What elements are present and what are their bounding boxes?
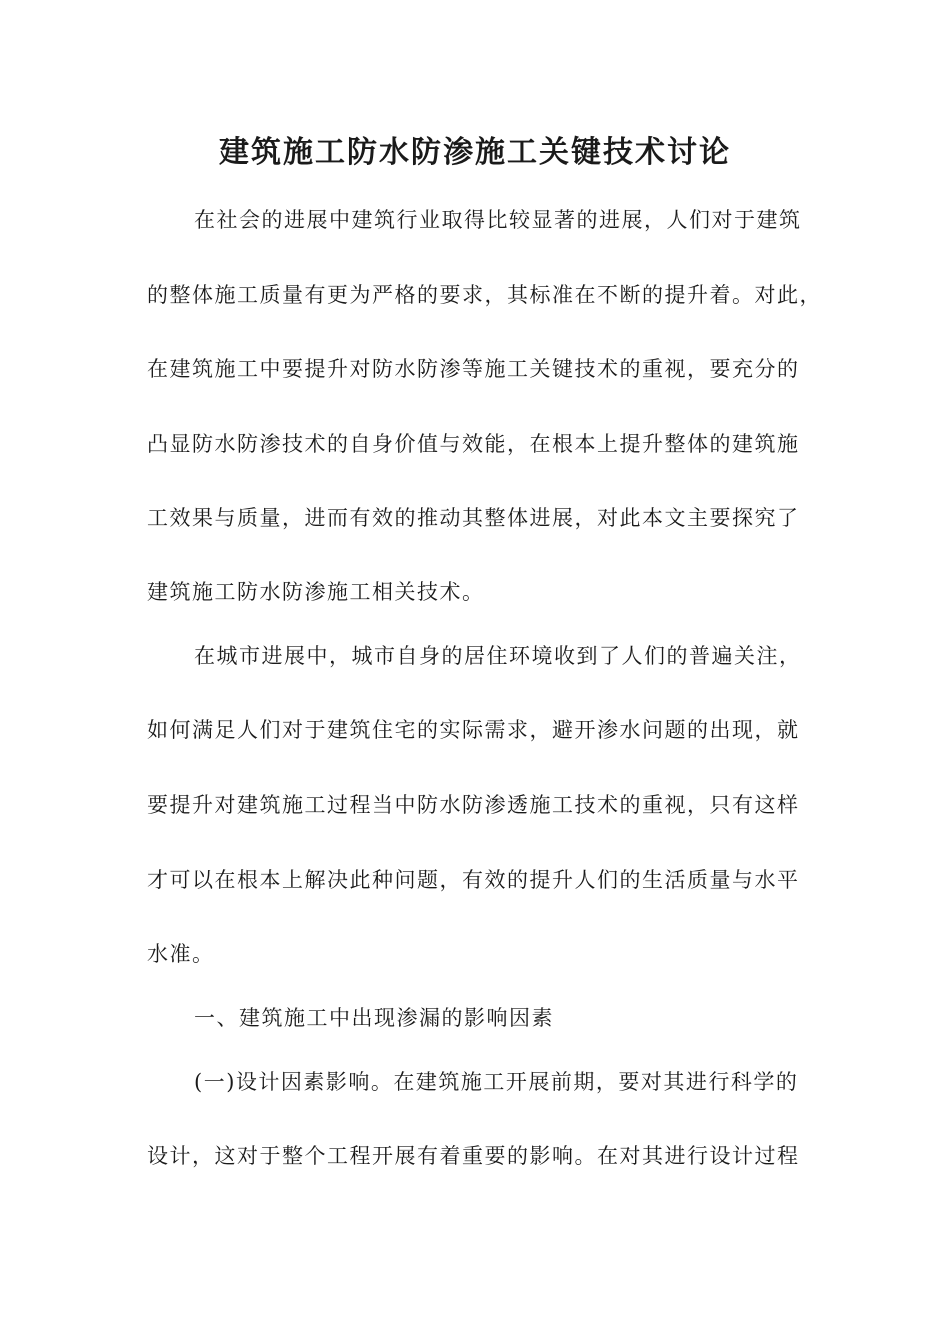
paragraph-line: 在建筑施工中要提升对防水防渗等施工关键技术的重视，要充分的 bbox=[147, 357, 800, 381]
paragraph-line: 设计，这对于整个工程开展有着重要的影响。在对其进行设计过程 bbox=[147, 1144, 800, 1168]
paragraph-line: 在社会的进展中建筑行业取得比较显著的进展，人们对于建筑 bbox=[194, 208, 802, 232]
document-title: 建筑施工防水防渗施工关键技术讨论 bbox=[219, 135, 731, 170]
paragraph-line: 要提升对建筑施工过程当中防水防渗透施工技术的重视，只有这样 bbox=[147, 793, 800, 817]
paragraph-line: (一)设计因素影响。在建筑施工开展前期，要对其进行科学的 bbox=[194, 1070, 799, 1094]
paragraph-line: 在城市进展中，城市自身的居住环境收到了人们的普遍关注， bbox=[194, 644, 802, 668]
paragraph-line: 如何满足人们对于建筑住宅的实际需求，避开渗水问题的出现，就 bbox=[147, 718, 800, 742]
section-heading: 一、建筑施工中出现渗漏的影响因素 bbox=[194, 1006, 554, 1030]
paragraph-line: 建筑施工防水防渗施工相关技术。 bbox=[147, 580, 485, 604]
paragraph-line: 才可以在根本上解决此种问题，有效的提升人们的生活质量与水平 bbox=[147, 868, 800, 892]
paragraph-line: 的整体施工质量有更为严格的要求，其标准在不断的提升着。对此， bbox=[147, 283, 822, 307]
paragraph-line: 凸显防水防渗技术的自身价值与效能，在根本上提升整体的建筑施 bbox=[147, 432, 800, 456]
paragraph-line: 水准。 bbox=[147, 942, 215, 966]
paragraph-line: 工效果与质量，进而有效的推动其整体进展，对此本文主要探究了 bbox=[147, 506, 800, 530]
